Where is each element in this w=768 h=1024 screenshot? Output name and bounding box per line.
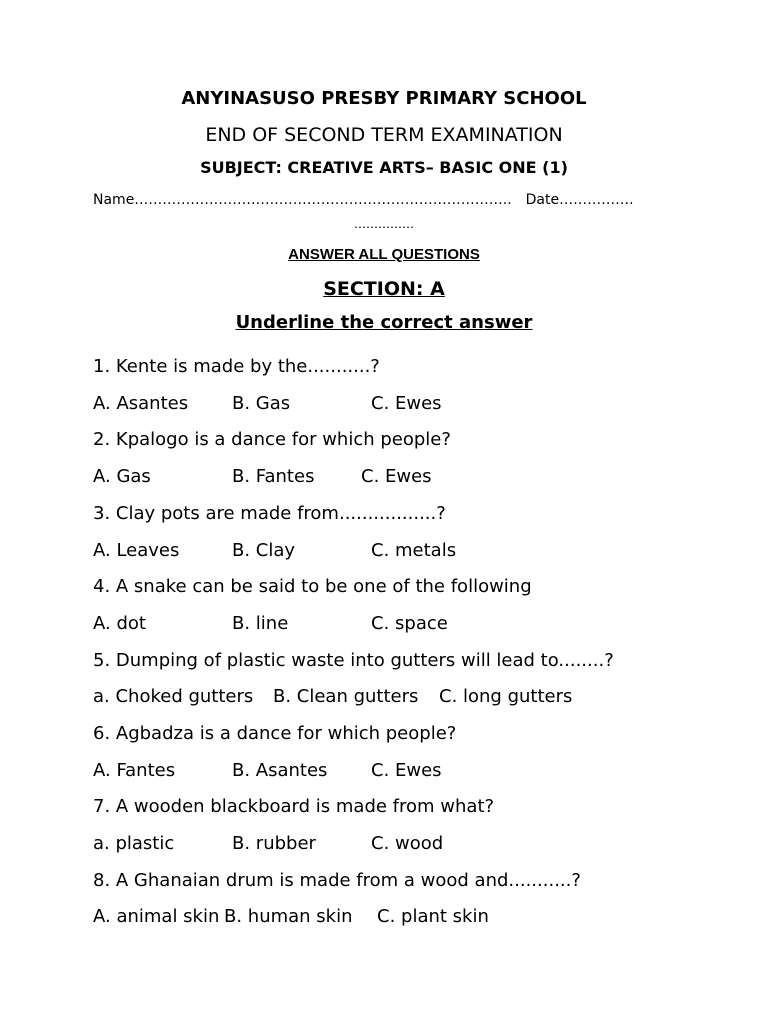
- question-text: 5. Dumping of plastic waste into gutters will lead to........?: [93, 650, 614, 671]
- name-date-line: [93, 192, 634, 208]
- option-c[interactable]: C. Ewes: [371, 760, 442, 781]
- option-c[interactable]: C. metals: [371, 540, 457, 561]
- option-c[interactable]: C. wood: [371, 833, 444, 854]
- option-c[interactable]: C. Ewes: [361, 466, 432, 487]
- question-text: 2. Kpalogo is a dance for which people?: [93, 429, 451, 450]
- instruction-text: Underline the correct answer: [235, 312, 533, 333]
- option-a[interactable]: A. dot: [93, 613, 146, 634]
- option-b[interactable]: B. line: [232, 613, 289, 634]
- subject-line: SUBJECT: CREATIVE ARTS– BASIC ONE (1): [200, 158, 568, 177]
- option-c[interactable]: C. space: [371, 613, 448, 634]
- option-a[interactable]: A. Gas: [93, 466, 151, 487]
- option-a[interactable]: A. Asantes: [93, 393, 189, 414]
- option-b[interactable]: B. rubber: [232, 833, 316, 854]
- option-a[interactable]: a. plastic: [93, 833, 175, 854]
- option-c[interactable]: C. long gutters: [439, 686, 573, 707]
- option-a[interactable]: A. Leaves: [93, 540, 180, 561]
- option-c[interactable]: C. plant skin: [377, 906, 489, 927]
- option-b[interactable]: B. Gas: [232, 393, 291, 414]
- school-name: ANYINASUSO PRESBY PRIMARY SCHOOL: [181, 88, 587, 109]
- option-b[interactable]: B. Clay: [232, 540, 296, 561]
- answer-all-heading: ANSWER ALL QUESTIONS: [288, 246, 480, 263]
- exam-title: END OF SECOND TERM EXAMINATION: [205, 124, 563, 146]
- option-b[interactable]: B. human skin: [224, 906, 353, 927]
- name-field[interactable]: Name………………………….…………………………………………..: [93, 192, 512, 208]
- option-b[interactable]: B. Asantes: [232, 760, 328, 781]
- question-text: 6. Agbadza is a dance for which people?: [93, 723, 457, 744]
- question-text: 3. Clay pots are made from.................?: [93, 503, 446, 524]
- option-a[interactable]: A. Fantes: [93, 760, 176, 781]
- option-b[interactable]: B. Clean gutters: [273, 686, 419, 707]
- option-b[interactable]: B. Fantes: [232, 466, 315, 487]
- option-a[interactable]: a. Choked gutters: [93, 686, 254, 707]
- date-field[interactable]: Date…………….: [525, 192, 634, 208]
- question-text: 7. A wooden blackboard is made from what?: [93, 796, 495, 817]
- question-text: 8. A Ghanaian drum is made from a wood and...........?: [93, 870, 581, 891]
- date-field-continuation: ……………: [354, 217, 414, 231]
- question-text: 1. Kente is made by the...........?: [93, 356, 380, 377]
- option-c[interactable]: C. Ewes: [371, 393, 442, 414]
- option-a[interactable]: A. animal skin: [93, 906, 220, 927]
- section-heading: SECTION: A: [323, 278, 445, 300]
- question-text: 4. A snake can be said to be one of the following: [93, 576, 532, 597]
